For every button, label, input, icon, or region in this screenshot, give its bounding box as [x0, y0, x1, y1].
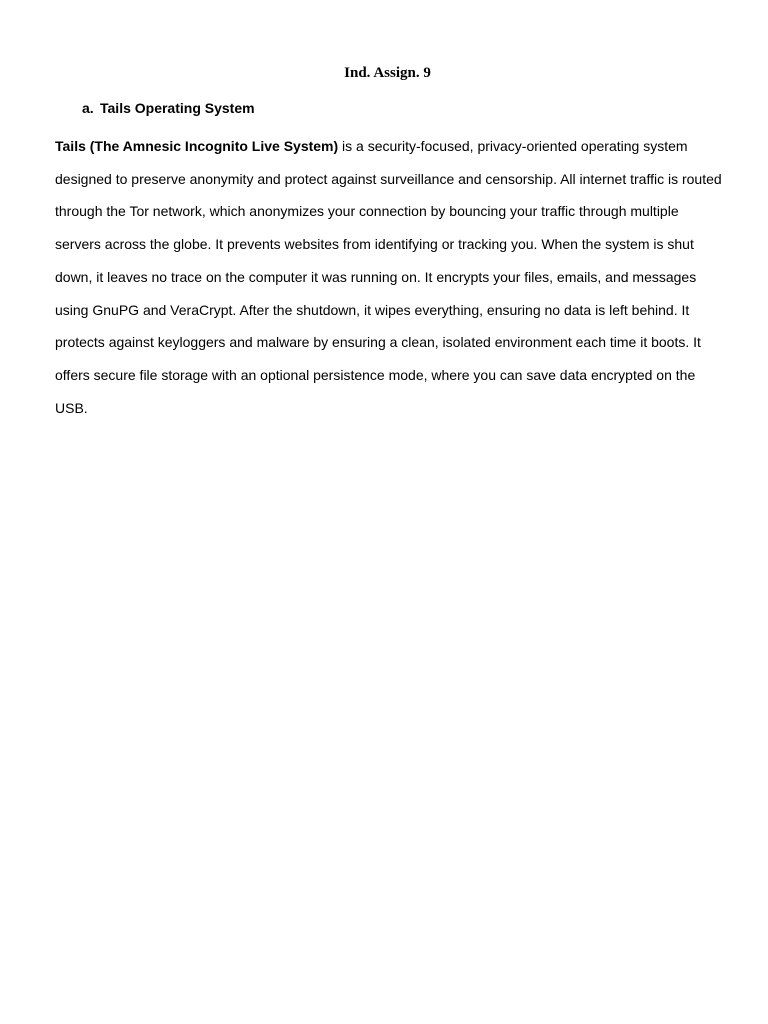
- paragraph-line: through the Tor network, which anonymizes your connection by bouncing your traffic through multiple: [55, 203, 679, 220]
- bold-term: Tails (The Amnesic Incognito Live System): [55, 138, 339, 154]
- list-marker: a.: [82, 100, 94, 116]
- paragraph-line: using GnuPG and VeraCrypt. After the shutdown, it wipes everything, ensuring no data is left behind. It: [55, 301, 690, 318]
- paragraph-line: USB.: [55, 399, 88, 416]
- paragraph-line: protects against keyloggers and malware by ensuring a clean, isolated environment each time it boots. It: [55, 334, 701, 351]
- body-paragraph: [55, 130, 725, 424]
- paragraph-line: offers secure file storage with an optional persistence mode, where you can save data encrypted on the: [55, 366, 696, 383]
- paragraph-line: [55, 130, 725, 163]
- paragraph-line-text: is a security-focused, privacy-oriented operating system: [338, 138, 688, 154]
- paragraph-line: down, it leaves no trace on the computer it was running on. It encrypts your files, emails, and messages: [55, 268, 697, 285]
- section-heading-text: Tails Operating System: [100, 100, 255, 116]
- paragraph-line: designed to preserve anonymity and protect against surveillance and censorship. All internet traffic is routed: [55, 170, 722, 187]
- paragraph-line: servers across the globe. It prevents websites from identifying or tracking you. When the system is shut: [55, 236, 694, 253]
- section-heading: [82, 98, 255, 118]
- document-title: Ind. Assign. 9: [344, 65, 431, 81]
